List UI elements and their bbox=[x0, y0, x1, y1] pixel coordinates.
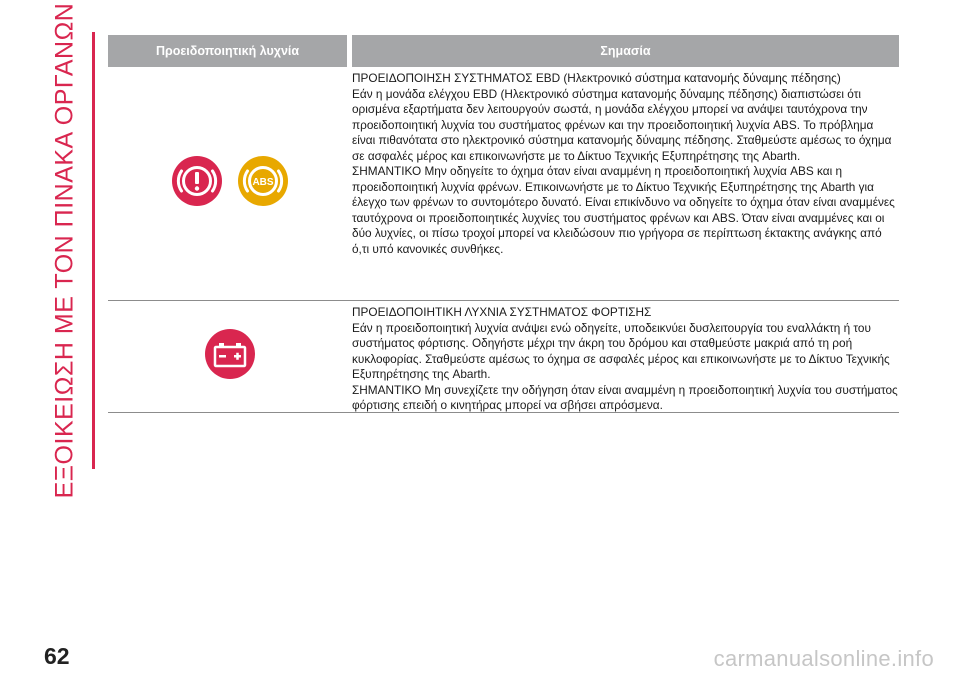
lamp-heading: ΠΡΟΕΙΔΟΠΟΙΗΤΙΚΗ ΛΥΧΝΙΑ ΣΥΣΤΗΜΑΤΟΣ ΦΟΡΤΙΣΗΣ bbox=[352, 305, 652, 319]
lamp-heading: ΠΡΟΕΙΔΟΠΟΙΗΣΗ ΣΥΣΤΗΜΑΤΟΣ EBD (Ηλεκτρονικό σύστημα κατανομής δύναμης πέδησης) bbox=[352, 71, 841, 85]
lamp-important-note: ΣΗΜΑΝΤΙΚΟ Μη συνεχίζετε την οδήγηση όταν είναι αναμμένη η προειδοποιητική λυχνία του συστήματος φόρτισης επειδή ο κινητήρας μπορεί να σβήσει απρόσμενα. bbox=[352, 382, 898, 412]
svg-text:ABS: ABS bbox=[252, 177, 274, 188]
brake-warning-icon bbox=[171, 155, 223, 212]
sidebar-rule bbox=[92, 32, 95, 469]
meaning-cell bbox=[352, 301, 899, 412]
watermark: carmanualsonline.info bbox=[713, 646, 934, 671]
table-header bbox=[108, 35, 899, 67]
battery-warning-icon bbox=[204, 328, 256, 385]
lamp-description: Εάν η μονάδα ελέγχου EBD (Ηλεκτρονικό σύστημα κατανομής δύναμης πέδησης) διαπιστώσει ότι ορισμένα εξαρτήματα δεν λειτουργούν σωστά, η μονάδα ελέγχου μπορεί να ανάψει ταυτόχρονα την προειδοποιητική λυχνία του συστήματος φρένων και την προειδοποιητική λυχνία ABS. Το πρόβλημα είναι πιθανότατα στο ηλεκτρονικό σύστημα κατανομής δύναμης πέδησης. Σταθμεύστε αμέσως το όχημα σε ασφαλές μέρος και επικοινωνήστε με το Δίκτυο Τεχνικής Εξυπηρέτησης της Abarth. bbox=[352, 86, 892, 163]
table-row bbox=[108, 67, 899, 301]
table-row bbox=[108, 301, 899, 413]
page-number: 62 bbox=[44, 643, 70, 669]
sidebar-chapter-title: ΕΞΟΙΚΕΙΩΣΗ ΜΕ ΤΟΝ ΠΙΝΑΚΑ ΟΡΓΑΝΩΝ bbox=[50, 2, 79, 498]
icon-cell bbox=[108, 67, 352, 300]
lamp-description: Εάν η προειδοποιητική λυχνία ανάψει ενώ οδηγείτε, υποδεικνύει δυσλειτουργία του εναλλάκτη ή του συστήματος φόρτισης. Οδηγήστε μέχρι την άκρη του δρόμου και σταθμεύστε μακριά από τη ροή κυκλοφορίας. Σταθμεύστε αμέσως το όχημα σε ασφαλές μέρος και επικοινωνήστε με το Δίκτυο Τεχνικής Εξυπηρέτησης της Abarth. bbox=[352, 320, 890, 381]
meaning-cell bbox=[352, 67, 899, 300]
lamp-important-note: ΣΗΜΑΝΤΙΚΟ Μην οδηγείτε το όχημα όταν είναι αναμμένη η προειδοποιητική λυχνία ABS και η προειδοποιητική λυχνία φρένων. Επικοινωνήστε με το Δίκτυο Τεχνικής Εξυπηρέτησης της Abarth για έλεγχο των φρένων το συντομότερο δυνατό. Είναι επικίνδυνο να οδηγείτε το όχημα όταν είναι αναμμένες ταυτόχρονα οι προειδοποιητικές λυχνίες του συστήματος φρένων και ABS. Όταν είναι αναμμένες και οι δύο λυχνίες, οι πίσω τροχοί μπορεί να κλειδώσουν πιο γρήγορα σε περίπτωση έκτακτης ανάγκης από ό,τι υπό κανονικές συνθήκες. bbox=[352, 164, 895, 256]
warning-lamps-table bbox=[108, 35, 899, 413]
header-lamp: Προειδοποιητική λυχνία bbox=[108, 35, 347, 67]
header-meaning: Σημασία bbox=[352, 35, 899, 67]
abs-warning-icon bbox=[237, 155, 289, 212]
icon-cell bbox=[108, 301, 352, 412]
